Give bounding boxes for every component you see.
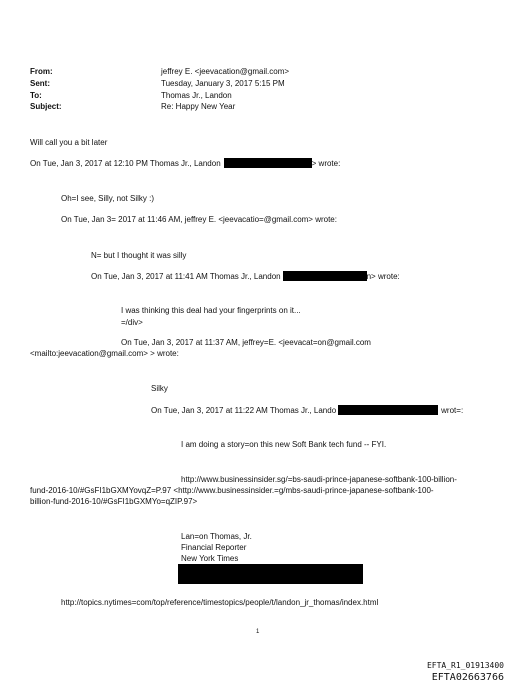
quote-header (30, 158, 340, 169)
to-label: To: (30, 91, 42, 100)
quote-header (91, 271, 400, 282)
article-url: billion-fund-2016-10/#GsFI1bGXMYo=qZIP.97> (30, 497, 198, 506)
body-line: =/div> (121, 318, 143, 327)
quote-header-text: wrot=: (441, 406, 464, 415)
quote-header-text: > wrote: (311, 159, 341, 168)
redaction-block (224, 158, 312, 168)
subject-label: Subject: (30, 102, 62, 111)
document-id: EFTA_R1_01913400 (426, 661, 504, 670)
sent-value: Tuesday, January 3, 2017 5:15 PM (161, 79, 285, 88)
document-id: EFTA02663766 (431, 672, 504, 683)
redaction-block (178, 564, 363, 584)
quote-header-text: On Tue, Jan 3, 2017 at 11:22 AM Thomas Jr., Lando (151, 406, 337, 415)
from-label: From: (30, 67, 53, 76)
to-value: Thomas Jr., Landon (161, 91, 232, 100)
body-line: I was thinking this deal had your fingerprints on it... (121, 306, 301, 315)
signature-org: New York Times (181, 554, 239, 563)
from-value: jeffrey E. <jeevacation@gmail.com> (161, 67, 290, 76)
quote-header-text: On Tue, Jan 3, 2017 at 11:41 AM Thomas Jr., Landon (91, 272, 281, 281)
signature-name: Lan=on Thomas, Jr. (181, 532, 252, 541)
redaction-block (283, 271, 367, 281)
body-line: Oh=I see, Silly, not Silky :) (61, 194, 154, 203)
quote-header (151, 405, 463, 416)
article-url: http://www.businessinsider.sg/=bs-saudi-prince-japanese-softbank-100-billion- (181, 475, 457, 484)
subject-value: Re: Happy New Year (161, 102, 236, 111)
article-url: fund-2016-10/#GsFI1bGXMYovqZ=P.97 <http://www.businessinsider.=g/mbs-saudi-prince-japanese-softbank-100- (30, 486, 434, 495)
quote-header-text: On Tue, Jan 3, 2017 at 12:10 PM Thomas Jr., Landon (30, 159, 221, 168)
body-line: Silky (151, 384, 168, 393)
quote-header: On Tue, Jan 3, 2017 at 11:37 AM, jeffrey=E. <jeevacat=on@gmail.com (121, 338, 371, 347)
quote-header: On Tue, Jan 3= 2017 at 11:46 AM, jeffrey E. <jeevacatio=@gmail.com> wrote: (61, 215, 337, 224)
page-number: 1 (256, 629, 260, 635)
quote-header: <mailto:jeevacation@gmail.com> > wrote: (30, 349, 179, 358)
quote-header-text: n> wrote: (366, 272, 400, 281)
redaction-block (338, 405, 438, 415)
body-line: I am doing a story=on this new Soft Bank tech fund -- FYI. (181, 440, 387, 449)
body-line: N= but I thought it was silly (91, 251, 187, 260)
signature-title: Financial Reporter (181, 543, 247, 552)
profile-url: http://topics.nytimes=com/top/reference/timestopics/people/t/landon_jr_thomas/index.html (61, 598, 379, 607)
sent-label: Sent: (30, 79, 50, 88)
body-line: Will call you a bit later (30, 138, 108, 147)
